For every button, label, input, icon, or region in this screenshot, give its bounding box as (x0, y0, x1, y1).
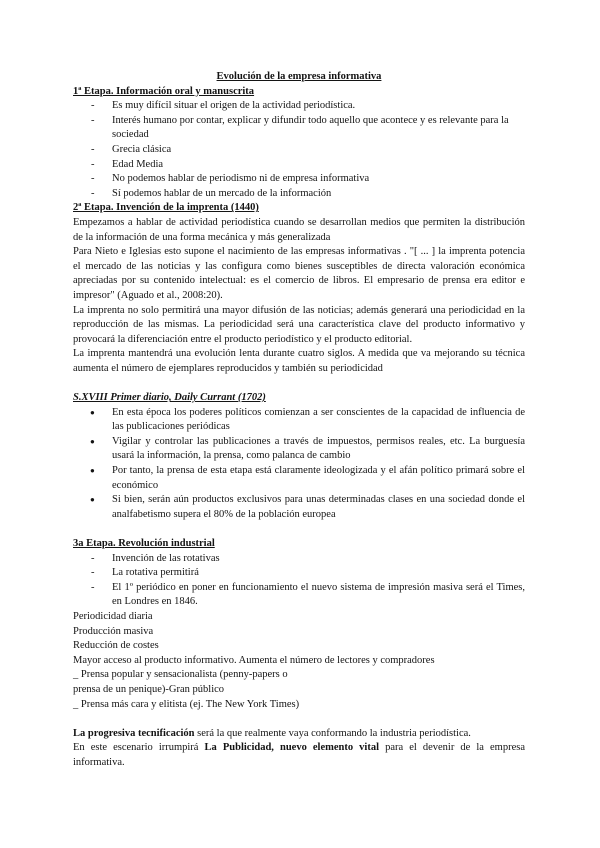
text-span: será la que realmente vaya conformando la industria periodística. (194, 727, 471, 739)
spacer (73, 522, 525, 537)
text-line: Periodicidad diaria (73, 610, 153, 622)
closing-paragraph-1 (73, 727, 525, 742)
paragraph: Para Nieto e Iglesias esto supone el nacimiento de las empresas informativas . "[ ... ] la imprenta potencia el mercado de las noticias y las configura como bienes susceptibles de directa valoración económica apreciadas por su contenido intelectual: es el comercio de libros. El empresario de prensa era editor e impresor" (Aguado et al., 2008:20). (73, 246, 525, 301)
list-item: ● Por tanto, la prensa de esta etapa está claramente ideologizada y el afán político primará sobre el económico (73, 464, 525, 493)
document-page (73, 70, 525, 771)
list-item: - Grecia clásica (73, 143, 525, 158)
text-span: para el devenir de la empresa informativa. (73, 742, 525, 768)
text-span: En este escenario irrumpirá (73, 742, 205, 754)
list-item: - No podemos hablar de periodismo ni de empresa informativa (73, 172, 525, 187)
paragraph: La imprenta no solo permitirá una mayor difusión de las noticias; además generará una periodicidad en la reproducción de las mismas. La periodicidad será una característica clave del producto informativo y provocará la diferenciación entre el producto periodístico y el producto editorial. (73, 304, 525, 345)
spacer (73, 376, 525, 391)
stage2-heading: 2ª Etapa. Invención de la imprenta (1440) (73, 202, 259, 214)
bold-phrase: La progresiva tecnificación (73, 727, 195, 739)
bold-phrase: La Publicidad, nuevo elemento vital (204, 742, 380, 754)
list-item: ● Si bien, serán aún productos exclusivos para unas determinadas clases en una sociedad donde el analfabetismo supera el 80% de la población europea (73, 493, 525, 522)
text-line: _ Prensa más cara y elitista (ej. The New York Times) (73, 698, 300, 710)
text-line: prensa de un penique)-Gran público (73, 683, 225, 695)
list-item: - Invención de las rotativas (73, 552, 525, 567)
list-item: - La rotativa permitirá (73, 566, 525, 581)
document-title: Evolución de la empresa informativa (216, 71, 382, 82)
spacer (73, 712, 525, 727)
text-line: Mayor acceso al producto informativo. Aumenta el número de lectores y compradores (73, 654, 435, 666)
paragraph: Empezamos a hablar de actividad periodística cuando se desarrollan medios que permiten la distribución de la información de una forma mecánica y más generalizada (73, 216, 525, 243)
paragraph: La imprenta mantendrá una evolución lenta durante cuatro siglos. A medida que va mejorando su técnica aumenta el número de ejemplares reproducidos y también su periodicidad (73, 348, 525, 374)
list-item: - Edad Media (73, 158, 525, 173)
stage1-list (73, 99, 525, 201)
text-line: Producción masiva (73, 625, 154, 637)
list-item: ● Vigilar y controlar las publicaciones a través de impuestos, permisos reales, etc. La burguesía usará la información, la prensa, como palanca de cambio (73, 435, 525, 464)
s18-list (73, 406, 525, 523)
text-line: Reducción de costes (73, 640, 159, 652)
list-item: - Sí podemos hablar de un mercado de la información (73, 187, 525, 202)
closing-paragraph-2 (73, 741, 525, 770)
stage1-heading: 1ª Etapa. Información oral y manuscrita (73, 85, 255, 97)
text-line: _ Prensa popular y sensacionalista (penny-papers o (73, 669, 288, 681)
list-item: - El 1º periódico en poner en funcionamiento el nuevo sistema de impresión masiva será el Times, en Londres en 1846. (73, 581, 525, 610)
stage3-heading: 3a Etapa. Revolución industrial (73, 538, 215, 549)
list-item: - Interés humano por contar, explicar y difundir todo aquello que acontece y es relevante para la sociedad (73, 114, 525, 143)
list-item: ● En esta época los poderes políticos comienzan a ser conscientes de la capacidad de influencia de las publicaciones periódicas (73, 406, 525, 435)
s18-heading: S.XVIII Primer diario, Daily Currant (1702) (73, 392, 266, 404)
list-item: - Es muy difícil situar el origen de la actividad periodística. (73, 99, 525, 114)
stage3-list (73, 552, 525, 610)
